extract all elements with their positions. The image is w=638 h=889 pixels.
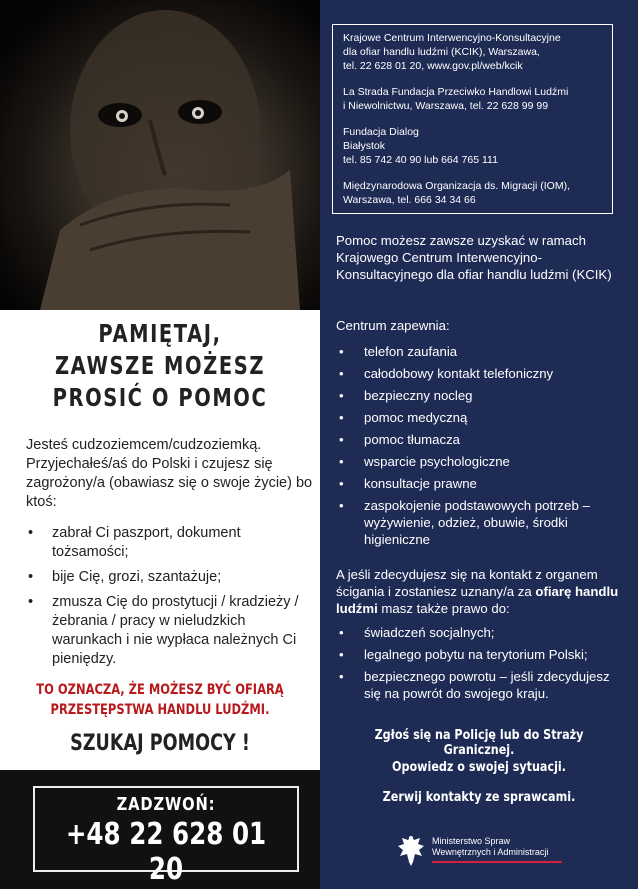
face-illustration [0,0,320,310]
eagle-icon [396,832,426,870]
seek-help-heading: SZUKAJ POMOCY ! [70,731,250,756]
list-item: • pomoc medyczną [336,409,626,426]
warning-text [29,680,291,720]
ministry-logo [396,832,596,872]
cta-cut-contacts: Zerwij kontakty ze sprawcami. [382,790,576,805]
ministry-name [432,836,548,858]
contact-la-strada: La Strada Fundacja Przeciwko Handlowi Ludźmi i Niewolnictwu, Warszawa, tel. 22 628 99 99 [343,86,569,112]
list-item: • konsultacje prawne [336,475,626,492]
list-item: • zabrał Ci paszport, dokument tożsamości; [26,524,314,562]
list-item: • zaspokojenie podstawowych potrzeb – wyżywienie, odzież, obuwie, środki higieniczne [336,497,626,548]
right-intro-text: Pomoc możesz zawsze uzyskać w ramach Krajowego Centrum Interwencyjno-Konsultacyjnego dla ofiar handlu ludźmi (KCIK) [336,233,612,282]
warning-line-2: PRZESTĘPSTWA HANDLU LUDŹMI. [50,702,270,718]
list-item: • zmusza Cię do prostytucji / kradzieży / żebrania / pracy w nieludzkich warunkach i nie wypłaca należnych Ci pieniędzy. [26,593,314,669]
provides-list [336,343,626,553]
list-item: • całodobowy kontakt telefoniczny [336,365,626,382]
list-item: • świadczeń socjalnych; [336,624,626,641]
contacts-box [332,24,613,214]
list-item: • telefon zaufania [336,343,626,360]
headline-line-1: PAMIĘTAJ, [98,319,222,348]
headline-line-2: ZAWSZE MOŻESZ [54,351,266,380]
list-item: • bezpieczny nocleg [336,387,626,404]
call-box [33,786,299,887]
right-column [320,0,638,889]
list-item: • legalnego pobytu na terytorium Polski; [336,646,626,663]
photo-covered-mouth [0,0,320,310]
contact-kcik: Krajowe Centrum Interwencyjno-Konsultacyjne dla ofiar handlu ludźmi (KCIK), Warszawa, tel. 22 628 01 20, www.gov.pl/web/kcik [343,32,561,72]
warning-line-1: TO OZNACZA, ŻE MOŻESZ BYĆ OFIARĄ [36,682,284,698]
call-label: ZADZWOŃ: [116,794,216,815]
left-intro-text: Jesteś cudzoziemcem/cudzoziemką. Przyjechałeś/aś do Polski i czujesz się zagrożony/a (obawiasz się o swoje życie) bo ktoś: [26,437,313,510]
list-item: • wsparcie psychologiczne [336,453,626,470]
rights-intro-part-a: A jeśli zdecydujesz się na kontakt z organem ścigania i zostaniesz uznany/a za [336,567,598,599]
phone-number-link[interactable]: +48 22 628 01 20 [65,817,267,887]
headline-line-3: PROSIĆ O POMOC [52,383,268,412]
headline [35,318,285,414]
ministry-name-line-2: Wewnętrznych i Administracji [432,847,549,857]
ministry-name-line-1: Ministerstwo Spraw [432,836,511,846]
rights-intro-part-b: masz także prawo do: [377,601,510,616]
list-item: • bije Cię, grozi, szantażuje; [26,568,314,587]
provides-heading: Centrum zapewnia: [336,318,450,333]
contact-iom: Międzynarodowa Organizacja ds. Migracji (IOM), Warszawa, tel. 666 34 34 66 [343,180,570,206]
cta-report-police: Zgłoś się na Policję lub do Straży Granicznej. [374,728,584,758]
situation-list [26,524,314,675]
rights-intro-text [336,566,626,617]
rights-list [336,624,626,707]
ministry-underline [432,861,562,863]
rights-intro-bold: ofiarę handlu ludźmi [336,584,619,616]
list-item: • pomoc tłumacza [336,431,626,448]
cta-tell-situation: Opowiedz o swojej sytuacji. [391,760,567,775]
list-item: • bezpiecznego powrotu – jeśli zdecydujesz się na powrót do swojego kraju. [336,668,626,702]
contact-fundacja-dialog: Fundacja Dialog Białystok tel. 85 742 40 90 lub 664 765 111 [343,126,498,166]
